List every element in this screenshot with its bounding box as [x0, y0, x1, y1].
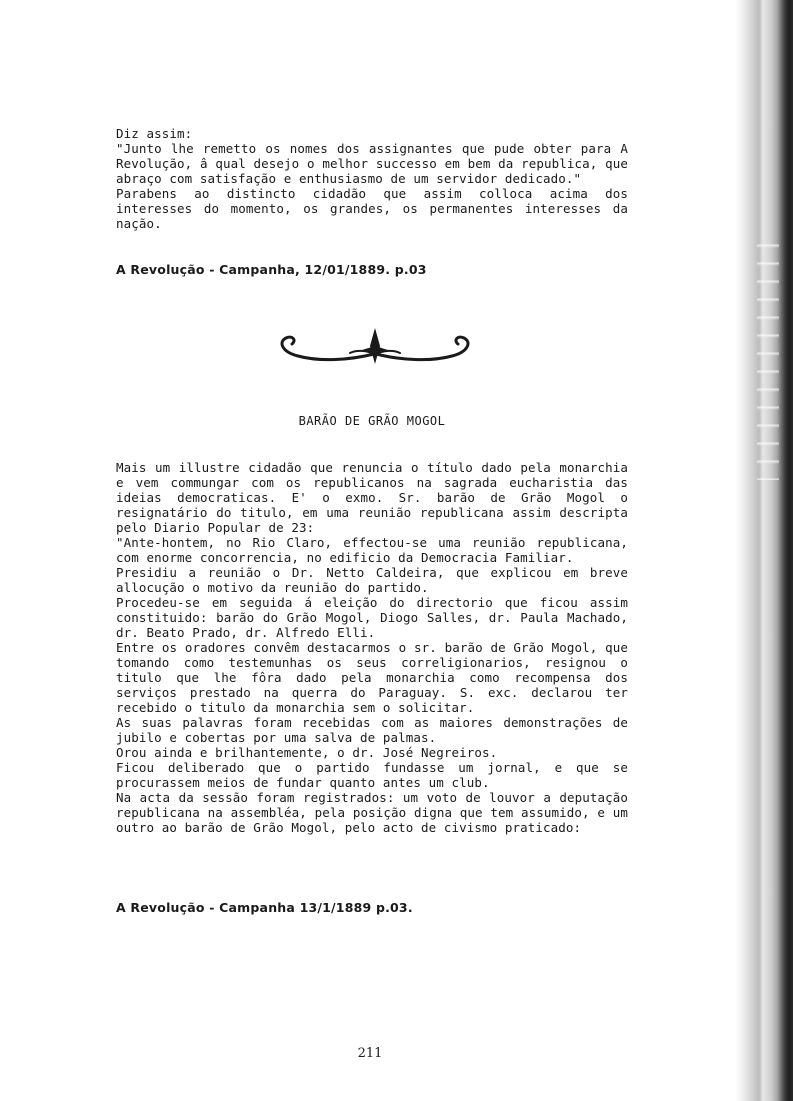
section2-paragraph: Ficou deliberado que o partido fundasse um jornal, e que se procurassem meios de fundar quanto antes um club. — [116, 760, 628, 790]
section1-paragraph: Diz assim: — [116, 126, 193, 141]
section2-paragraph: As suas palavras foram recebidas com as maiores demonstrações de jubilo e cobertas por uma salva de palmas. — [116, 715, 628, 745]
section1-paragraph: Parabens ao distincto cidadão que assim colloca acima dos interesses do momento, os grandes, os permanentes interesses da nação. — [116, 186, 628, 231]
section2-body — [116, 460, 628, 835]
section2-paragraph: Mais um illustre cidadão que renuncia o título dado pela monarchia e vem commungar com os republicanos na sagrada eucharistia das ideias democraticas. E' o exmo. Sr. barão de Grão Mogol o resignatário do titulo, em uma reunião republicana assim descripta pelo Diario Popular de 23: — [116, 460, 628, 535]
section2-paragraph: "Ante-hontem, no Rio Claro, effectou-se uma reunião republicana, com enorme concorrencia, no edificio da Democracia Familiar. — [116, 535, 628, 565]
article-title: BARÃO DE GRÃO MOGOL — [298, 414, 446, 428]
scan-edge-artifacts — [757, 230, 779, 480]
section2-paragraph: Presidiu a reunião o Dr. Netto Caldeira, que explicou em breve allocução o motivo da reunião do partido. — [116, 565, 628, 595]
scan-page-edge — [735, 0, 793, 1101]
section1-citation: A Revolução - Campanha, 12/01/1889. p.03 — [116, 262, 427, 277]
decorative-flourish-icon — [270, 320, 480, 380]
section1-paragraph: "Junto lhe remetto os nomes dos assignantes que pude obter para A Revolução, â qual desejo o melhor successo em bem da republica, que abraço com satisfação e enthusiasmo de um servidor dedicado." — [116, 141, 628, 186]
section2-paragraph: Orou ainda e brilhantemente, o dr. José Negreiros. — [116, 745, 498, 760]
section2-paragraph: Na acta da sessão foram registrados: um voto de louvor a deputação republicana na assembléa, pela posição digna que tem assumido, e um outro ao barão de Grão Mogol, pelo acto de civismo praticado: — [116, 790, 628, 835]
section2-citation: A Revolução - Campanha 13/1/1889 p.03. — [116, 900, 413, 915]
section2-paragraph: Entre os oradores convêm destacarmos o sr. barão de Grão Mogol, que tomando como testemunhas os seus correligionarios, resignou o titulo que lhe fôra dado pela monarchia como recompensa dos serviços prestado na querra do Paraguay. S. exc. declarou ter recebido o titulo da monarchia sem o solicitar. — [116, 640, 628, 715]
section1-body — [116, 126, 628, 231]
section2-paragraph: Procedeu-se em seguida á eleição do directorio que ficou assim constituido: barão do Grão Mogol, Diogo Salles, dr. Paula Machado, dr. Beato Prado, dr. Alfredo Elli. — [116, 595, 628, 640]
page-number: 211 — [357, 1046, 383, 1061]
